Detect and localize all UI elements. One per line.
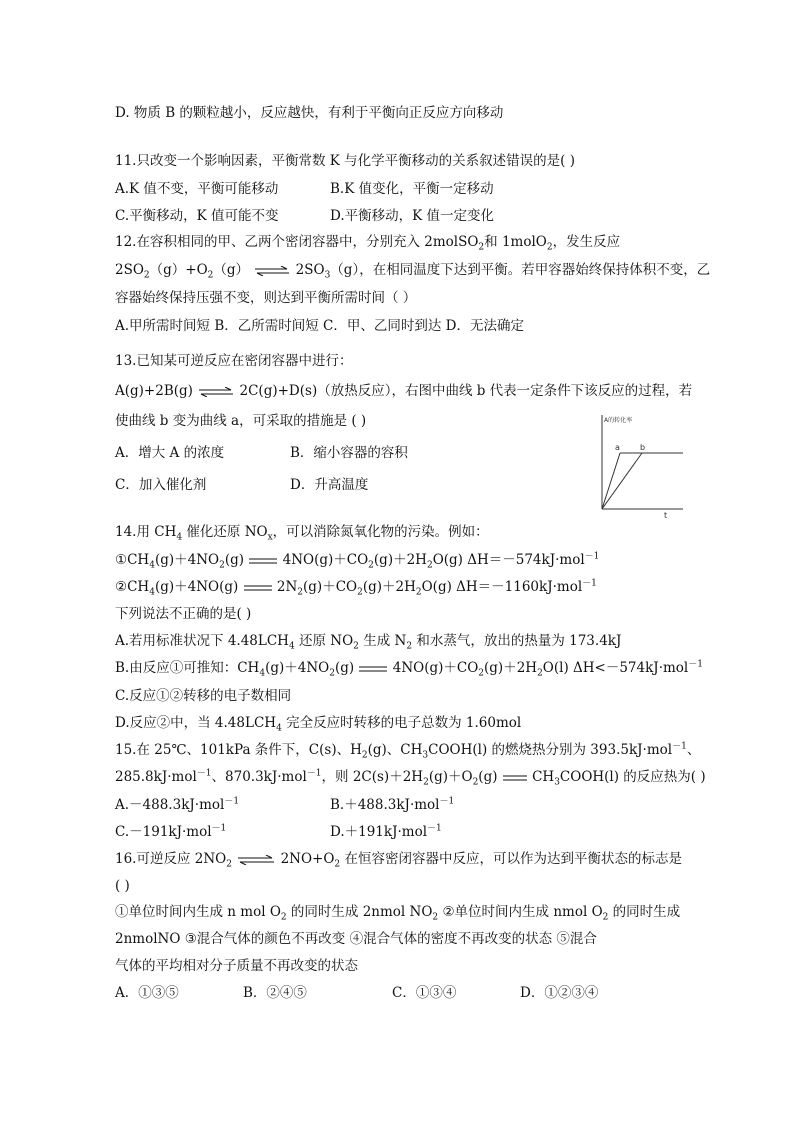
q16-option-d: D．①②③④: [520, 985, 599, 1001]
q13-option-b: B．缩小容器的容积: [290, 445, 408, 461]
equals-arrow-icon: [248, 557, 278, 565]
q14-reaction-2: $②CH_4(g)+4NO(g)$ $2N_2(g)+CO_2(g)+2H_2O(g)$ ΔH＝－1160kJ·mol$^{-1}$: [115, 578, 597, 598]
q15-option-b: B.＋488.3kJ·mol$^{-1}$: [330, 796, 455, 813]
q15-stem-line1: 15.在 25℃、101kPa 条件下，C(s)、$H_2(g)$、$CH_3COOH(l)$ 的燃烧热分别为 393.5kJ·mol$^{-1}$、: [115, 741, 701, 761]
q15-option-c: C.－191kJ·mol$^{-1}$: [115, 823, 227, 840]
q16-stem-line1: 16.可逆反应 $2NO_2$ $2NO+O_2$ 在恒容密闭容器中反应，可以作为达到平衡状态的标志是: [115, 851, 682, 870]
q16-statement-line3: 气体的平均相对分子质量不再改变的状态: [115, 958, 358, 974]
reversible-arrow-icon: [236, 855, 276, 865]
q16-option-b: B．②④⑤: [243, 985, 307, 1001]
q11-option-c: C.平衡移动，K 值可能不变: [115, 208, 279, 224]
q14-option-b: B.由反应①可推知：$CH_4(g)+4NO_2(g)$ $4NO(g)+CO_2(g)+2H_2O(l)$ ΔH<－574kJ·mol$^{-1}$: [115, 659, 703, 679]
curve-a: [602, 453, 620, 509]
q11-stem: 11.只改变一个影响因素，平衡常数 K 与化学平衡移动的关系叙述错误的是( ): [115, 153, 575, 169]
curve-b-label: b: [640, 443, 646, 452]
reversible-arrow-icon: [197, 387, 235, 397]
equals-arrow-icon: [358, 665, 388, 673]
q14-option-d: D.反应②中，当 $4.48LCH_4$ 完全反应时转移的电子总数为 1.60mol: [115, 715, 522, 734]
graph-x-label: t: [664, 511, 668, 518]
q16-option-a: A．①③⑤: [115, 985, 179, 1001]
q13-option-c: C．加入催化剂: [115, 477, 207, 493]
q14-option-a: A.若用标准状况下 $4.48LCH_4$ 还原 $NO_2$ 生成 $N_2$ 和水蒸气，放出的热量为 173.4kJ: [115, 633, 622, 652]
q15-option-d: D.＋191kJ·mol$^{-1}$: [330, 823, 442, 840]
q16-statement-line2: 2nmolNO ③混合气体的颜色不再改变 ④混合气体的密度不再改变的状态 ⑤混合: [115, 931, 597, 947]
reversible-arrow-icon: [253, 266, 291, 276]
equals-arrow-icon: [243, 584, 273, 592]
q13-stem-line3: 使曲线 b 变为曲线 a，可采取的措施是 ( ): [115, 413, 367, 429]
q14-stem: 14.用 $CH_4$ 催化还原 $NO_x$，可以消除氮氧化物的污染。例如：: [115, 524, 489, 543]
q16-option-c: C．①③④: [392, 985, 457, 1001]
q12-equation-line: $2SO_2(g)+O_2(g)$ $2SO_3(g)$，在相同温度下达到平衡。若甲容器始终保持体积不变，乙: [115, 262, 711, 281]
q13-conversion-graph: [597, 412, 689, 518]
q13-option-d: D．升高温度: [290, 477, 369, 493]
curve-b: [602, 453, 642, 509]
curve-a-label: a: [615, 443, 620, 452]
q11-option-b: B.K 值变化，平衡一定移动: [330, 181, 494, 197]
q16-statement-line1: ①单位时间内生成 n mol $O_2$ 的同时生成 2nmol $NO_2$ ②单位时间内生成 nmol $O_2$ 的同时生成: [115, 904, 681, 923]
q13-option-a: A．增大 A 的浓度: [115, 445, 225, 461]
q12-options: A.甲所需时间短 B．乙所需时间短 C．甲、乙同时到达 D．无法确定: [115, 318, 524, 334]
graph-y-label: A的转化率: [604, 417, 633, 424]
q12-stem-line1: 12.在容积相同的甲、乙两个密闭容器中，分别充入 2molSO$_2$和 1molO$_2$，发生反应: [115, 234, 621, 253]
equals-arrow-icon: [502, 774, 528, 782]
q11-option-d: D.平衡移动，K 值一定变化: [330, 208, 495, 224]
q13-stem: 13.已知某可逆反应在密闭容器中进行：: [115, 353, 353, 369]
q13-equation-line: A(g)+2B(g) 2C(g)+D(s)（放热反应），右图中曲线 b 代表一定条件下该反应的过程，若: [115, 383, 693, 399]
q14-question: 下列说法不正确的是( ): [115, 606, 252, 622]
q12-stem-line3: 容器始终保持压强不变，则达到平衡所需时间（ ）: [115, 290, 417, 306]
q15-option-a: A.－488.3kJ·mol$^{-1}$: [115, 796, 240, 813]
q15-stem-line2: 285.8kJ·mol$^{-1}$、870.3kJ·mol$^{-1}$，则 $2C(s)+2H_2(g)+O_2(g)$ $CH_3COOH(l)$ 的反应热为( ): [115, 768, 706, 788]
q16-stem-line2: ( ): [115, 878, 130, 894]
q11-option-a: A.K 值不变，平衡可能移动: [115, 181, 279, 197]
q14-reaction-1: $①CH_4(g)+4NO_2(g)$ $4NO(g)+CO_2(g)+2H_2O(g)$ ΔH＝－574kJ·mol$^{-1}$: [115, 551, 600, 571]
q14-option-c: C.反应①②转移的电子数相同: [115, 688, 292, 704]
q10-option-d: D. 物质 B 的颗粒越小，反应越快，有利于平衡向正反应方向移动: [115, 105, 504, 121]
